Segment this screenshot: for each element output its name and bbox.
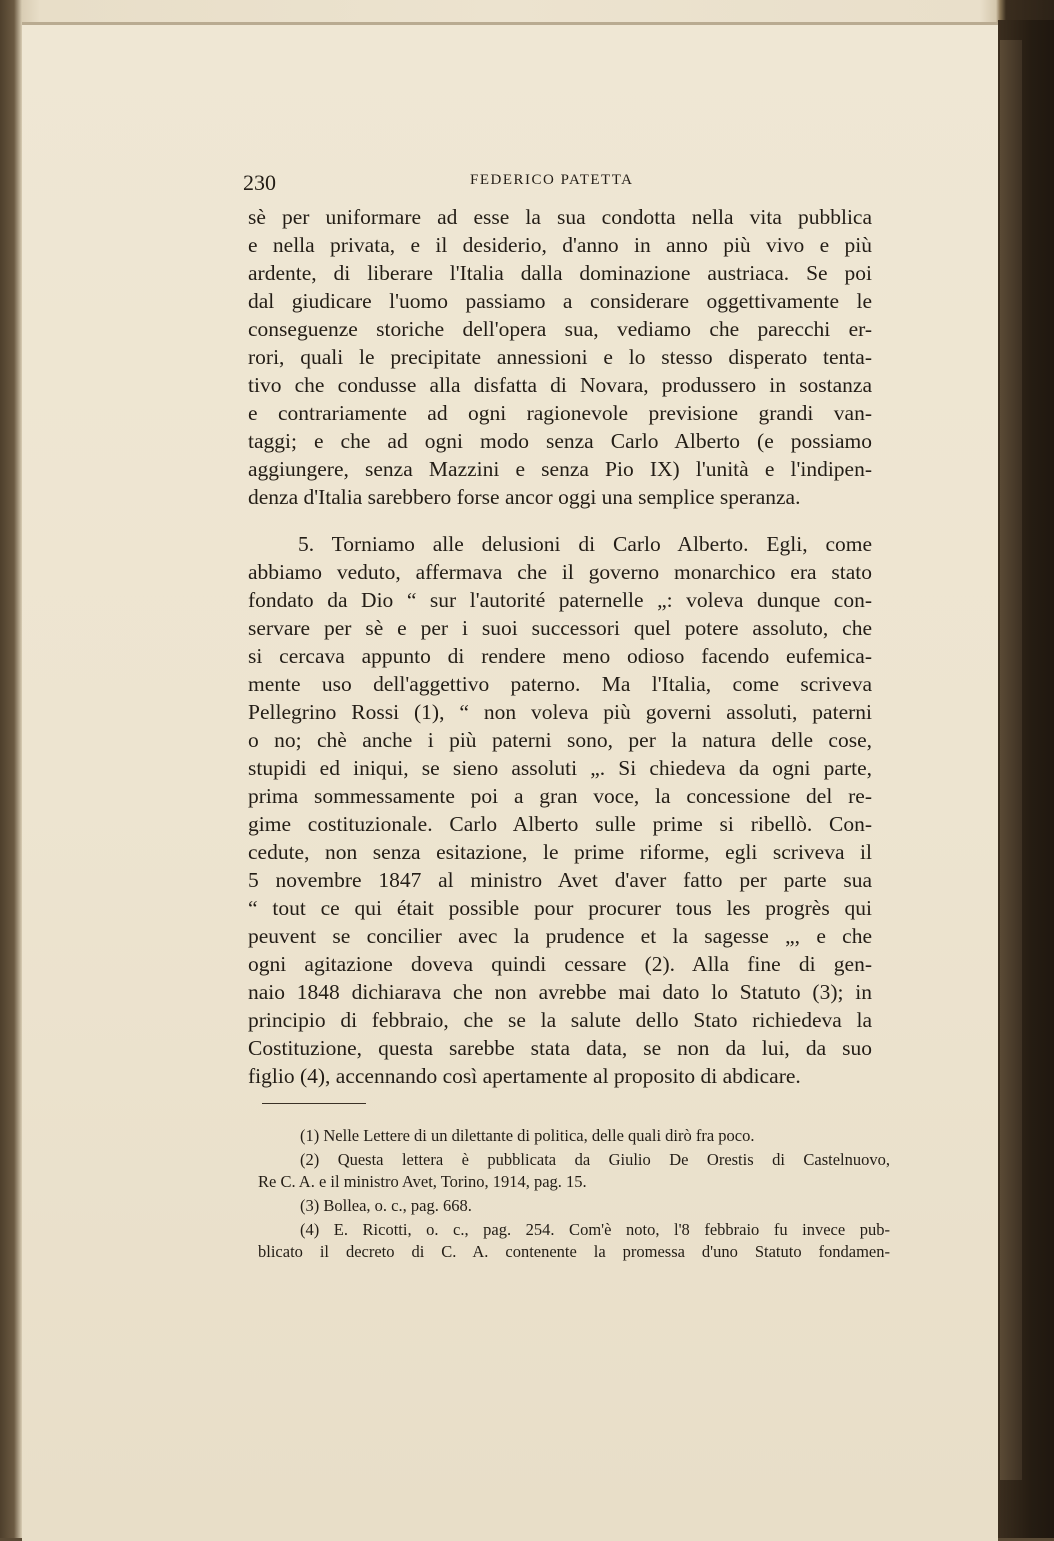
text-line: dal giudicare l'uomo passiamo a considerare oggettivamente le: [248, 289, 872, 313]
text-line: aggiungere, senza Mazzini e senza Pio IX) l'unità e l'indipen-: [248, 457, 872, 481]
text-line: figlio (4), accennando così apertamente al proposito di abdicare.: [248, 1064, 801, 1088]
text-line: e contrariamente ad ogni ragionevole previsione grandi van-: [248, 401, 872, 425]
text-line: tivo che condusse alla disfatta di Novara, produssero in sostanza: [248, 373, 872, 397]
footnote: (2) Questa lettera è pubblicata da Giulio De Orestis di Castelnuovo,: [300, 1150, 890, 1169]
facing-page-edge: [1000, 40, 1022, 1480]
text-line: o no; chè anche i più paterni sono, per la natura delle cose,: [248, 728, 872, 752]
text-line: rori, quali le precipitate annessioni e lo stesso disperato tenta-: [248, 345, 872, 369]
text-line: taggi; e che ad ogni modo senza Carlo Alberto (e possiamo: [248, 429, 872, 453]
text-line: gime costituzionale. Carlo Alberto sulle prime si ribellò. Con-: [248, 812, 872, 836]
footnote-continuation: Re C. A. e il ministro Avet, Torino, 1914, pag. 15.: [258, 1172, 587, 1191]
text-line: cedute, non senza esitazione, le prime riforme, egli scriveva il: [248, 840, 872, 864]
footnote-continuation: blicato il decreto di C. A. contenente la promessa d'uno Statuto fondamen-: [258, 1242, 890, 1261]
text-line: sè per uniformare ad esse la sua condotta nella vita pubblica: [248, 205, 872, 229]
text-line: ardente, di liberare l'Italia dalla dominazione austriaca. Se poi: [248, 261, 872, 285]
page-number: 230: [243, 170, 276, 195]
text-line: abbiamo veduto, affermava che il governo monarchico era stato: [248, 560, 872, 584]
text-line: principio di febbraio, che se la salute dello Stato richiedeva la: [248, 1008, 872, 1032]
footnote: (3) Bollea, o. c., pag. 668.: [300, 1196, 472, 1215]
text-line: si cercava appunto di rendere meno odioso facendo eufemica-: [248, 644, 872, 668]
footnote: (4) E. Ricotti, o. c., pag. 254. Com'è noto, l'8 febbraio fu invece pub-: [300, 1220, 890, 1239]
text-line: stupidi ed iniqui, se sieno assoluti „. Si chiedeva da ogni parte,: [248, 756, 872, 780]
text-line: mente uso dell'aggettivo paterno. Ma l'Italia, come scriveva: [248, 672, 872, 696]
text-line: “ tout ce qui était possible pour procurer tous les progrès qui: [248, 896, 872, 920]
text-line: 5 novembre 1847 al ministro Avet d'aver fatto per parte sua: [248, 868, 872, 892]
text-line: denza d'Italia sarebbero forse ancor oggi una semplice speranza.: [248, 485, 801, 509]
running-head: FEDERICO PATETTA: [470, 172, 634, 188]
text-line: Costituzione, questa sarebbe stata data, se non da lui, da suo: [248, 1036, 872, 1060]
footnote-separator: [262, 1103, 366, 1104]
text-line: naio 1848 dichiarava che non avrebbe mai dato lo Statuto (3); in: [248, 980, 872, 1004]
text-line: conseguenze storiche dell'opera sua, vediamo che parecchi er-: [248, 317, 872, 341]
text-line: e nella privata, e il desiderio, d'anno in anno più vivo e più: [248, 233, 872, 257]
text-line: servare per sè e per i suoi successori quel potere assoluto, che: [248, 616, 872, 640]
text-line: ogni agitazione doveva quindi cessare (2). Alla fine di gen-: [248, 952, 872, 976]
text-line: peuvent se concilier avec la prudence et la sagesse „, e che: [248, 924, 872, 948]
text-line: fondato da Dio “ sur l'autorité paternelle „: voleva dunque con-: [248, 588, 872, 612]
text-line: prima sommessamente poi a gran voce, la concessione del re-: [248, 784, 872, 808]
footnote: (1) Nelle Lettere di un dilettante di politica, delle quali dirò fra poco.: [300, 1126, 755, 1145]
text-line: Pellegrino Rossi (1), “ non voleva più governi assoluti, paterni: [248, 700, 872, 724]
text-line: 5. Torniamo alle delusioni di Carlo Alberto. Egli, come: [298, 532, 872, 556]
